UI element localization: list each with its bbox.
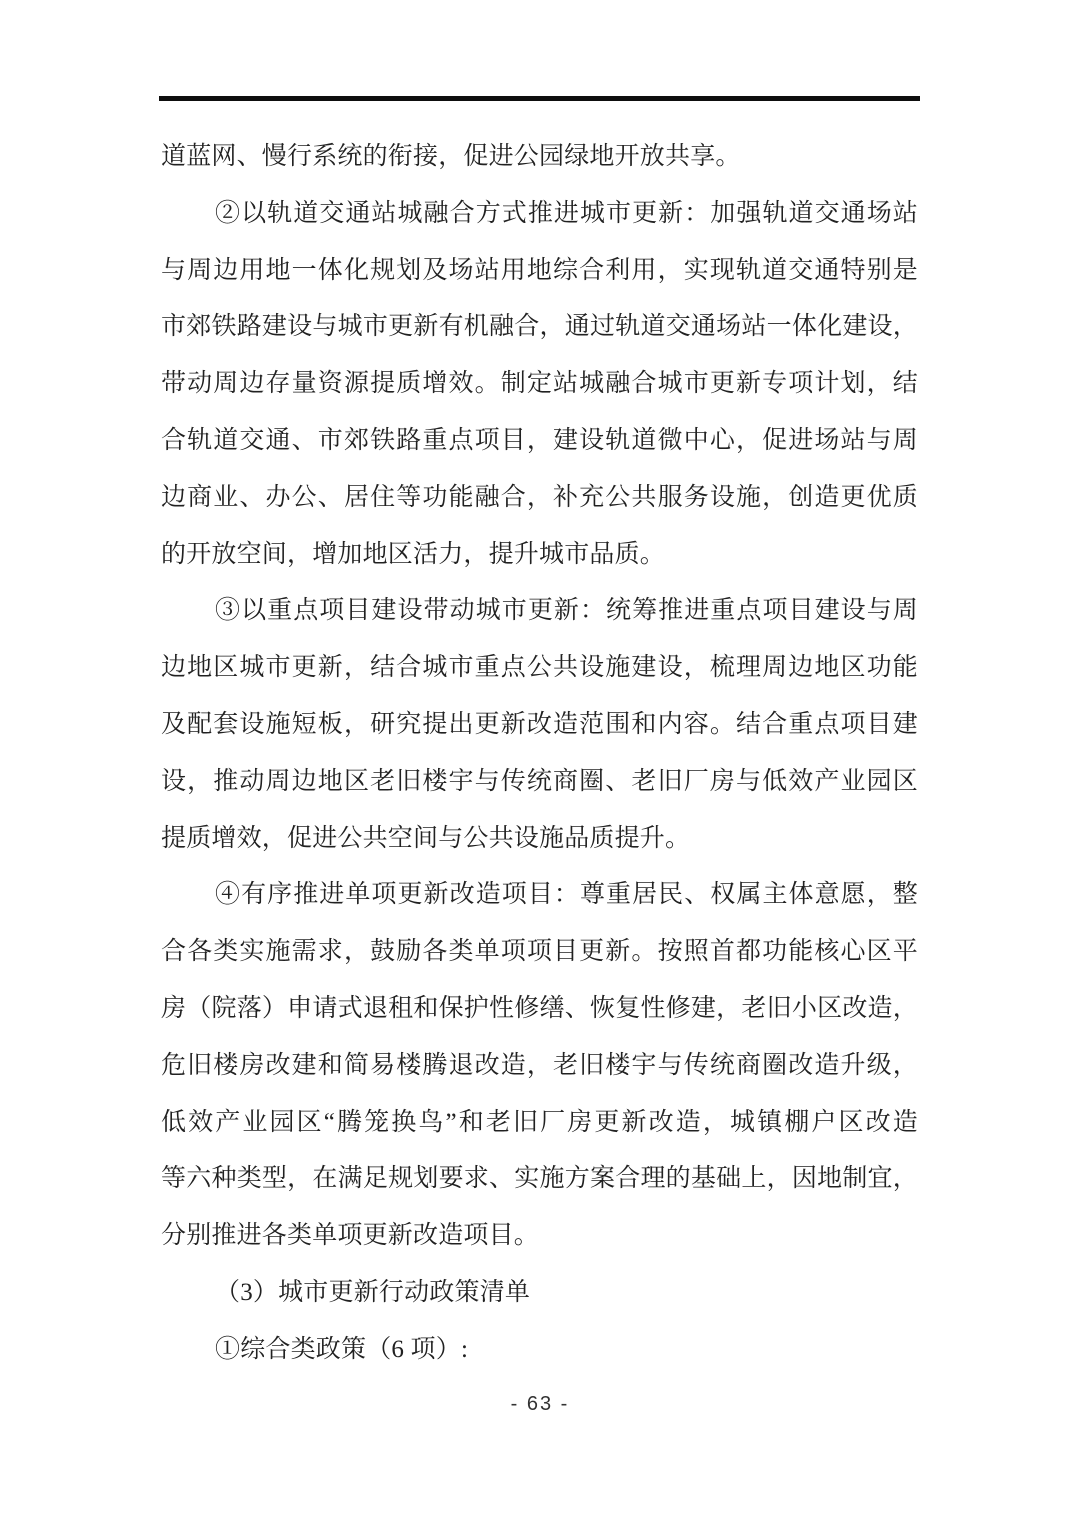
text-line: ②以轨道交通站城融合方式推进城市更新：加强轨道交通场站 (215, 199, 918, 227)
text-line: 市郊铁路建设与城市更新有机融合，通过轨道交通场站一体化建设， (161, 313, 918, 341)
text-line: 房（院落）申请式退租和保护性修缮、恢复性修建，老旧小区改造， (161, 994, 918, 1022)
text-line: 的开放空间，增加地区活力，提升城市品质。 (161, 540, 666, 568)
text-line: 道蓝网、慢行系统的衔接，促进公园绿地开放共享。 (161, 143, 741, 170)
text-line: 边商业、办公、居住等功能融合，补充公共服务设施，创造更优质 (161, 483, 918, 511)
text-line: 边地区城市更新，结合城市重点公共设施建设，梳理周边地区功能 (161, 654, 918, 682)
header-rule (159, 96, 920, 101)
text-line: 合轨道交通、市郊铁路重点项目，建设轨道微中心，促进场站与周 (161, 426, 918, 454)
text-line: 及配套设施短板，研究提出更新改造范围和内容。结合重点项目建 (161, 710, 918, 738)
text-line: ③以重点项目建设带动城市更新：统筹推进重点项目建设与周 (215, 597, 918, 625)
text-line: ①综合类政策（6 项）: (215, 1335, 469, 1363)
text-line: （3）城市更新行动政策清单 (215, 1278, 531, 1306)
page-number: - 63 - (510, 1393, 570, 1415)
text-line: 提质增效，促进公共空间与公共设施品质提升。 (161, 824, 691, 852)
text-line: ④有序推进单项更新改造项目：尊重居民、权属主体意愿，整 (215, 881, 918, 909)
text-line: 合各类实施需求，鼓励各类单项项目更新。按照首都功能核心区平 (161, 938, 918, 966)
text-line: 危旧楼房改建和简易楼腾退改造，老旧楼宇与传统商圈改造升级， (161, 1051, 918, 1079)
text-line: 低效产业园区“腾笼换鸟”和老旧厂房更新改造，城镇棚户区改造 (161, 1108, 918, 1136)
text-line: 设，推动周边地区老旧楼宇与传统商圈、老旧厂房与低效产业园区 (161, 767, 918, 795)
text-line: 与周边用地一体化规划及场站用地综合利用，实现轨道交通特别是 (161, 256, 918, 284)
text-line: 等六种类型，在满足规划要求、实施方案合理的基础上，因地制宜， (161, 1165, 918, 1193)
text-column (161, 129, 918, 1379)
text-line: 分别推进各类单项更新改造项目。 (161, 1222, 540, 1250)
text-line: 带动周边存量资源提质增效。制定站城融合城市更新专项计划，结 (161, 370, 918, 398)
